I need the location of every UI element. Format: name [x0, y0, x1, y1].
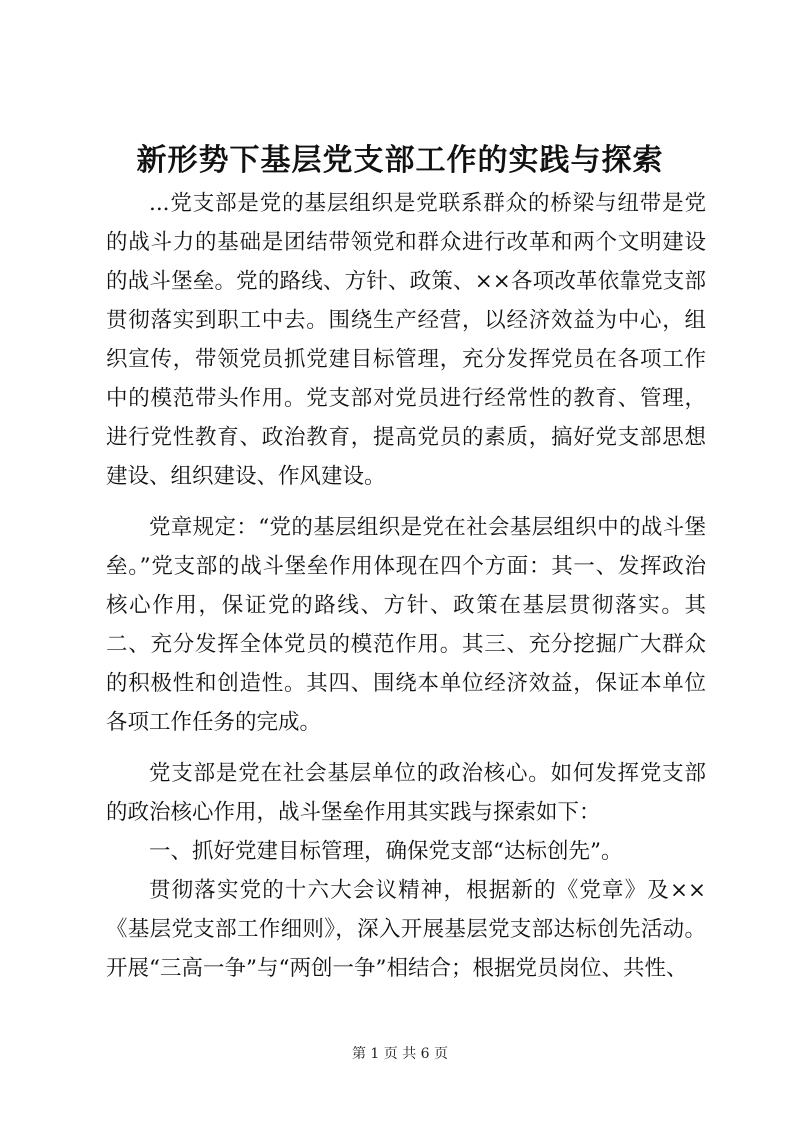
- page-footer: 第 1 页 共 6 页: [351, 1046, 449, 1062]
- paragraph-gap: [106, 496, 706, 508]
- paragraph-section-heading: 一、抓好党建目标管理，确保党支部“达标创先”。: [149, 839, 623, 864]
- paragraph-intro: ...党支部是党的基层组织是党联系群众的桥梁与纽带是党的战斗力的基础是团结带领党和群众进行改革和两个文明建设的战斗堡垒。党的路线、方针、政策、××各项改革依靠党支部贯彻落实到职工中去。围绕生产经营，以经济效益为中心，组织宣传，带领党员抓党建目标管理，充分发挥党员在各项工作中的模范带头作用。党支部对党员进行经常性的教育、管理，进行党性教育、政治教育，提高党员的素质，搞好党支部思想建设、组织建设、作风建设。: [106, 191, 706, 489]
- document-title: 新形势下基层党支部工作的实践与探索: [136, 143, 664, 178]
- paragraph-political-core: 党支部是党在社会基层单位的政治核心。如何发挥党支部的政治核心作用，战斗堡垒作用其实践与探索如下：: [106, 761, 706, 825]
- document-body: [106, 184, 706, 988]
- paragraph-gap: [106, 742, 706, 754]
- paragraph-party-constitution: 党章规定：“党的基层组织是党在社会基层组织中的战斗堡垒。”党支部的战斗堡垒作用体现在四个方面：其一、发挥政治核心作用，保证党的路线、方针、政策在基层贯彻落实。其二、充分发挥全体党员的模范作用。其三、充分挖掘广大群众的积极性和创造性。其四、围绕本单位经济效益，保证本单位各项工作任务的完成。: [106, 515, 706, 735]
- paragraph-implementation: 贯彻落实党的十六大会议精神，根据新的《党章》及××《基层党支部工作细则》，深入开展基层党支部达标创先活动。开展“三高一争”与“两创一争”相结合；根据党员岗位、共性、: [106, 878, 706, 981]
